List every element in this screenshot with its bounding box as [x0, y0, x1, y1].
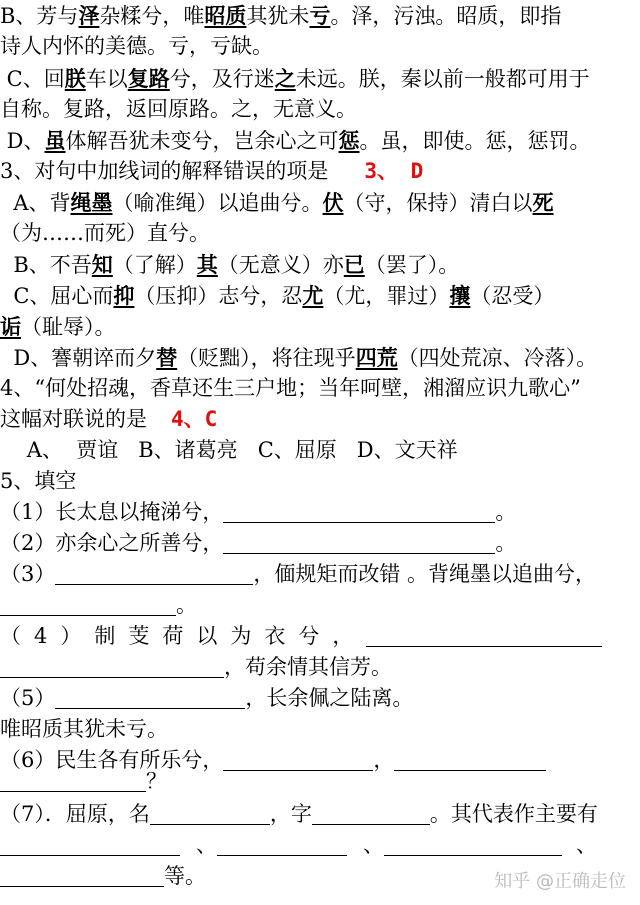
option-b-line — [0, 0, 640, 31]
fill-blank[interactable] — [312, 803, 430, 825]
fill-1 — [0, 497, 640, 528]
text: （压抑）志兮，忍 — [134, 284, 303, 308]
fill-blank[interactable] — [0, 834, 180, 856]
text: 、 — [196, 833, 217, 857]
fill-blank[interactable] — [0, 770, 146, 792]
q3-option-c-cont — [0, 311, 640, 342]
text: （耻辱）。 — [21, 315, 116, 339]
fill-3 — [0, 559, 640, 590]
fill-blank[interactable] — [223, 532, 495, 554]
text: （四处荒凉、冷落）。 — [397, 346, 598, 370]
text: （7）．屈原，名 — [0, 802, 150, 826]
text: C、回 — [0, 67, 65, 91]
fill-7-cont — [0, 830, 640, 861]
underlined-word: 抑 — [113, 283, 135, 308]
text: （喻准绳）以追曲兮。 — [112, 191, 323, 215]
fill-7 — [0, 799, 640, 830]
q3-option-b — [0, 249, 640, 280]
text: 、 — [363, 833, 384, 857]
text: ， — [373, 748, 395, 772]
option-b-explanation — [0, 31, 640, 62]
question-4-cont — [0, 404, 640, 435]
text: 杂糅兮，唯 — [99, 4, 205, 28]
underlined-word: 复路 — [127, 66, 170, 91]
text: D、謇朝谇而夕 — [0, 346, 157, 370]
fill-blank[interactable] — [0, 865, 164, 887]
option-c-explanation — [0, 94, 640, 125]
text: 未远。朕，秦以前一般都可用于 — [295, 67, 590, 91]
text: 车以 — [85, 67, 128, 91]
fill-2 — [0, 528, 640, 559]
text: B、芳与 — [0, 4, 79, 28]
answer-label: 3、 D — [364, 159, 424, 183]
fill-blank[interactable] — [384, 834, 562, 856]
underlined-word: 绳墨 — [70, 190, 113, 215]
underlined-word: 昭质 — [204, 3, 247, 28]
text: （尤，罪过） — [323, 284, 450, 308]
underlined-word: 死 — [532, 190, 554, 215]
question-5 — [0, 466, 640, 497]
fill-blank[interactable] — [217, 834, 347, 856]
text: （6）民生各有所乐兮， — [0, 748, 224, 772]
text: A、背 — [0, 191, 71, 215]
text: 唯昭质其犹未亏。 — [0, 717, 168, 741]
q3-option-c — [0, 280, 640, 311]
underlined-word: 亏 — [309, 3, 331, 28]
text: 诗人内怀的美德。亏，亏缺。 — [0, 34, 273, 58]
text: （无意义）亦 — [217, 253, 344, 277]
text: ，字 — [269, 802, 312, 826]
fill-4 — [0, 621, 640, 652]
text: 等。 — [164, 864, 206, 888]
text: ，偭规矩而改错 。背绳墨以追曲兮， — [253, 562, 597, 586]
options-text: A、 贾谊 B、诸葛亮 C、屈原 D、文天祥 — [0, 438, 458, 462]
text: （3） — [0, 562, 56, 586]
text: （2）亦余心之所善兮， — [0, 531, 224, 555]
fill-4-cont — [0, 652, 640, 683]
text: （罢了）。 — [364, 253, 460, 277]
underlined-word: 之 — [274, 66, 296, 91]
fill-5-cont — [0, 714, 640, 745]
fill-blank[interactable] — [0, 656, 224, 678]
watermark: 知乎 @正确走位 — [494, 871, 626, 892]
text: （1）长太息以掩涕兮， — [0, 500, 224, 524]
text: （守，保持）清白以 — [343, 191, 533, 215]
text: （为……而死）直兮。 — [0, 221, 210, 245]
text: ？ — [146, 769, 167, 793]
fill-3-cont — [0, 590, 640, 621]
fill-blank[interactable] — [0, 594, 176, 616]
text: 。 — [495, 531, 517, 555]
question-4 — [0, 373, 640, 404]
question-3 — [0, 156, 640, 187]
underlined-word: 朕 — [64, 66, 86, 91]
underlined-word: 四荒 — [355, 345, 398, 370]
text: （贬黜），将往现乎 — [177, 346, 356, 370]
underlined-word: 虽 — [44, 128, 66, 153]
answer-label: 4、C — [171, 407, 218, 431]
text: 自称。复路，返回原路。之，无意义。 — [0, 97, 357, 121]
text: （4）制芰荷以为衣兮， — [0, 624, 367, 648]
text: ，长余佩之陆离。 — [245, 686, 414, 710]
underlined-word: 尤 — [302, 283, 324, 308]
text: 兮，及行迷 — [169, 67, 275, 91]
question-text: 这幅对联说的是 — [0, 407, 147, 431]
text: C、屈心而 — [0, 284, 114, 308]
fill-blank[interactable] — [366, 625, 602, 647]
text: （忍受） — [470, 284, 555, 308]
text: 、 — [576, 833, 597, 857]
fill-blank[interactable] — [223, 501, 495, 523]
option-d-line — [0, 125, 640, 156]
text: D、 — [0, 129, 45, 153]
text: 。泽，污浊。昭质，即指 — [330, 4, 562, 28]
underlined-word: 其 — [196, 252, 218, 277]
text: 其犹未 — [246, 4, 310, 28]
underlined-word: 替 — [156, 345, 178, 370]
text: （了解） — [112, 253, 197, 277]
fill-blank[interactable] — [150, 803, 270, 825]
q3-option-d — [0, 342, 640, 373]
fill-blank[interactable] — [55, 687, 245, 709]
question-text: 5、填空 — [0, 469, 77, 493]
fill-6-cont — [0, 766, 640, 797]
fill-blank[interactable] — [55, 563, 253, 585]
underlined-word: 惩 — [338, 128, 360, 153]
q4-options — [0, 435, 640, 466]
underlined-word: 攘 — [449, 283, 471, 308]
option-c-line — [0, 63, 640, 94]
underlined-word: 诟 — [0, 314, 21, 339]
q3-option-a-cont — [0, 218, 640, 249]
underlined-word: 已 — [343, 252, 365, 277]
text: 。 — [176, 593, 197, 617]
text: 。其代表作主要有 — [429, 802, 598, 826]
question-text: 3、对句中加线词的解释错误的项是 — [0, 159, 329, 183]
underlined-word: 知 — [91, 252, 113, 277]
question-text: 4、“何处招魂，香草还生三户地；当年呵壁，湘溜应识九歌心” — [0, 376, 581, 400]
text: （5） — [0, 686, 56, 710]
q3-option-a — [0, 187, 640, 218]
text: 。 — [495, 500, 517, 524]
text: B、不吾 — [0, 253, 92, 277]
underlined-word: 泽 — [78, 3, 100, 28]
text: ，苟余情其信芳。 — [224, 655, 392, 679]
text: 体解吾犹未变兮，岂余心之可 — [65, 129, 339, 153]
text: 。虽，即使。惩，惩罚。 — [359, 129, 591, 153]
fill-5 — [0, 683, 640, 714]
underlined-word: 伏 — [322, 190, 344, 215]
